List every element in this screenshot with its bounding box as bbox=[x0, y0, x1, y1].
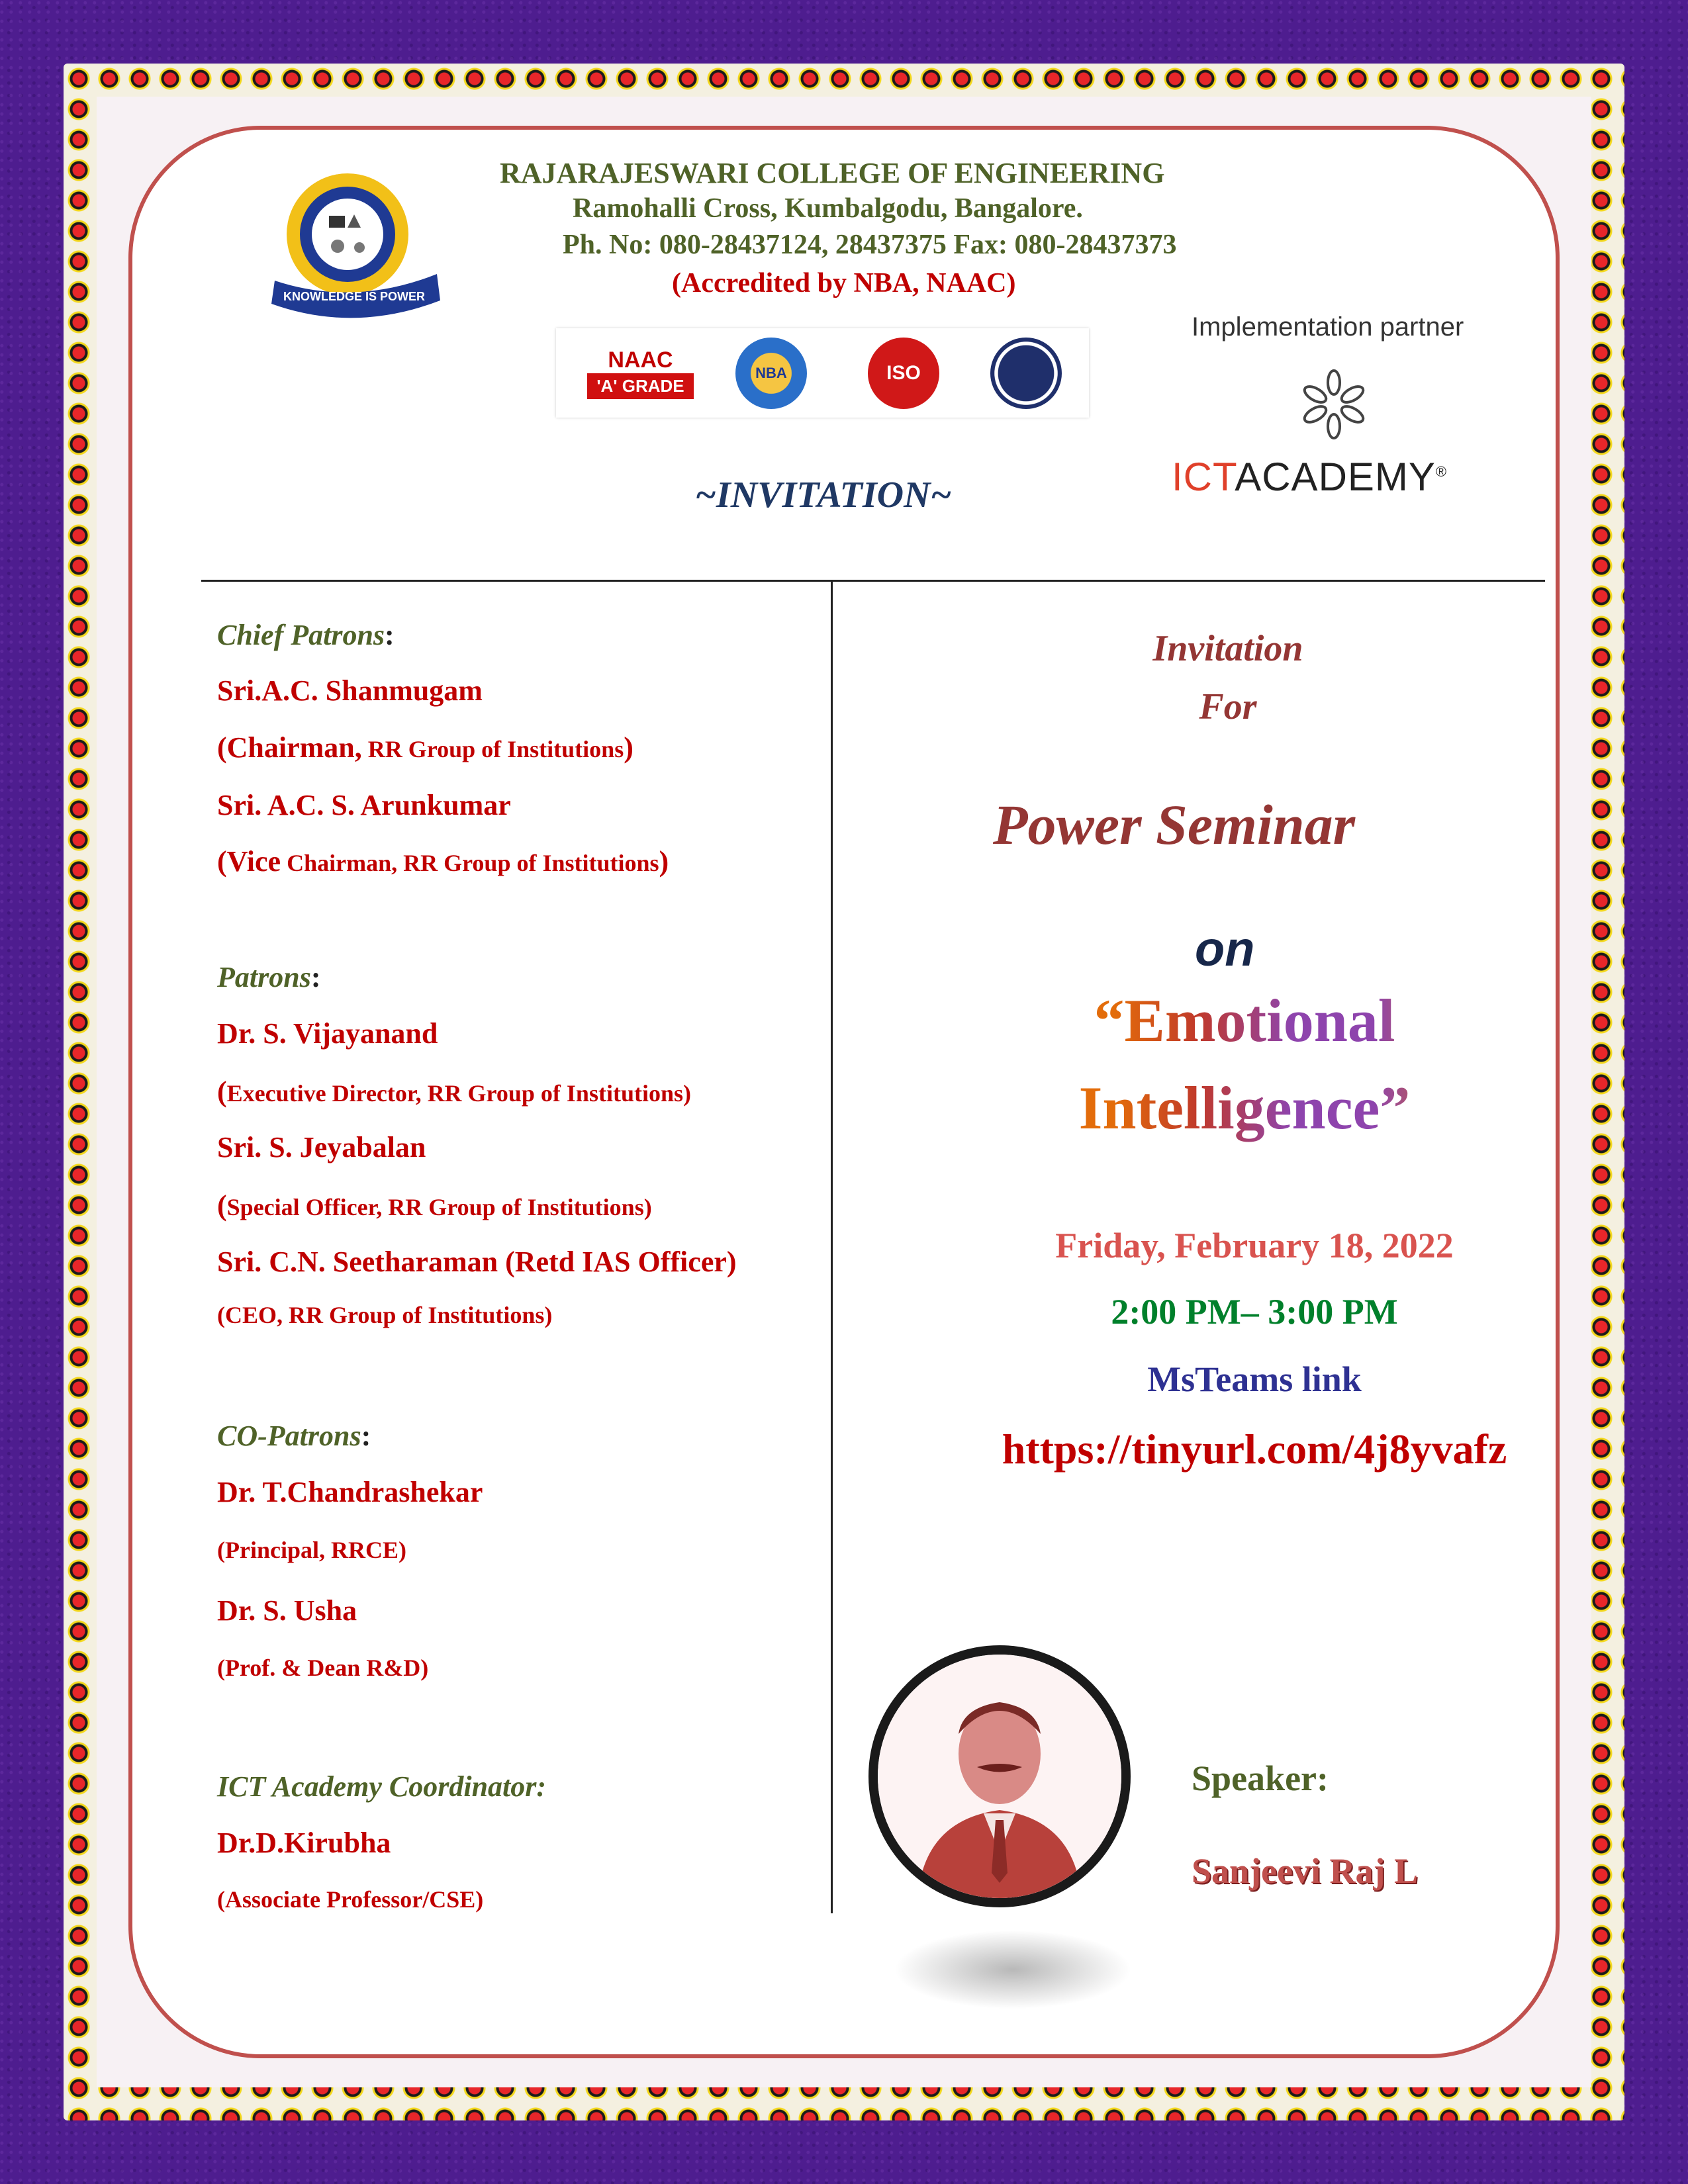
iso-badge-label: ISO bbox=[868, 338, 939, 409]
patron-3-name: Sri. C.N. Seetharaman (Retd IAS Officer) bbox=[217, 1246, 737, 1278]
patron-2-name: Sri. S. Jeyabalan bbox=[217, 1131, 426, 1163]
iso-badge bbox=[857, 338, 950, 409]
invitation-for-line1: Invitation bbox=[1152, 628, 1303, 669]
chief-patron-1-role: (Chairman, RR Group of Institutions) bbox=[217, 731, 633, 764]
nba-badge bbox=[725, 338, 818, 409]
chief-patron-2-name: Sri. A.C. S. Arunkumar bbox=[217, 789, 511, 821]
college-logo-icon bbox=[268, 168, 447, 334]
coordinator-heading: ICT Academy Coordinator: bbox=[217, 1770, 547, 1803]
invitation-for bbox=[1096, 619, 1360, 736]
invitation-for-line2: For bbox=[1199, 686, 1257, 727]
chief-patron-1-name: Sri.A.C. Shanmugam bbox=[217, 674, 483, 707]
ict-wordmark-academy: ACADEMY bbox=[1235, 455, 1436, 499]
patron-2-role: (Special Officer, RR Group of Institutions) bbox=[217, 1189, 652, 1222]
naac-grade: 'A' GRADE bbox=[587, 373, 693, 399]
speaker-label: Speaker: bbox=[1192, 1758, 1329, 1798]
divider-vertical bbox=[831, 580, 833, 1913]
svg-text:KNOWLEDGE IS POWER: KNOWLEDGE IS POWER bbox=[283, 290, 426, 303]
chief-patron-2-role: (Vice Chairman, RR Group of Institutions) bbox=[217, 845, 669, 878]
accreditation-badges bbox=[556, 328, 1089, 418]
coordinator-role: (Associate Professor/CSE) bbox=[217, 1886, 484, 1913]
co-patron-1-role: (Principal, RRCE) bbox=[217, 1537, 406, 1563]
naac-badge bbox=[576, 338, 705, 409]
co-patron-2-name: Dr. S. Usha bbox=[217, 1594, 357, 1627]
event-topic bbox=[1013, 977, 1476, 1152]
patron-3-role: (CEO, RR Group of Institutions) bbox=[217, 1302, 553, 1328]
speaker-portrait-icon bbox=[878, 1655, 1121, 1898]
college-accreditation: (Accredited by NBA, NAAC) bbox=[672, 268, 1016, 298]
college-address: Ramohalli Cross, Kumbalgodu, Bangalore. bbox=[573, 193, 1083, 224]
ict-academy-logo-icon bbox=[1301, 368, 1367, 441]
event-time: 2:00 PM– 3:00 PM bbox=[1111, 1292, 1398, 1332]
partner-label: Implementation partner bbox=[1192, 312, 1464, 341]
coordinator-name: Dr.D.Kirubha bbox=[217, 1827, 391, 1859]
event-topic-line2: Intelligence” bbox=[1013, 1064, 1476, 1152]
divider-horizontal bbox=[201, 580, 1545, 582]
naac-label: NAAC bbox=[608, 347, 673, 373]
event-on: on bbox=[1195, 921, 1255, 976]
meeting-link[interactable]: https://tinyurl.com/4j8yvafz bbox=[1002, 1426, 1507, 1473]
speaker-name: Sanjeevi Raj L bbox=[1192, 1851, 1418, 1891]
co-patron-1-name: Dr. T.Chandrashekar bbox=[217, 1476, 483, 1508]
ict-academy-wordmark bbox=[1172, 454, 1447, 500]
chief-patrons-heading: Chief Patrons: bbox=[217, 619, 395, 651]
photo-shadow bbox=[894, 1930, 1132, 2009]
event-type: Power Seminar bbox=[993, 793, 1356, 856]
event-topic-line1: “Emotional bbox=[1013, 977, 1476, 1064]
patron-1-role: (Executive Director, RR Group of Institutions) bbox=[217, 1075, 691, 1108]
speaker-photo bbox=[868, 1645, 1131, 1907]
registered-mark: ® bbox=[1435, 463, 1448, 480]
nba-badge-label: NBA bbox=[735, 338, 807, 409]
invitation-heading: ~INVITATION~ bbox=[695, 475, 952, 516]
college-phone: Ph. No: 080-28437124, 28437375 Fax: 080-28437373 bbox=[563, 230, 1177, 260]
seal-badge-icon bbox=[980, 338, 1072, 409]
co-patrons-heading: CO-Patrons: bbox=[217, 1420, 371, 1452]
ict-wordmark-ict: ICT bbox=[1172, 455, 1235, 499]
co-patron-2-role: (Prof. & Dean R&D) bbox=[217, 1655, 429, 1681]
platform-label: MsTeams link bbox=[1147, 1359, 1362, 1399]
patron-1-name: Dr. S. Vijayanand bbox=[217, 1017, 438, 1050]
event-date: Friday, February 18, 2022 bbox=[1055, 1226, 1454, 1265]
invitation-card bbox=[128, 126, 1560, 2058]
patrons-heading: Patrons: bbox=[217, 961, 321, 993]
invitation-page bbox=[97, 97, 1591, 2087]
college-name: RAJARAJESWARI COLLEGE OF ENGINEERING bbox=[500, 157, 1165, 189]
